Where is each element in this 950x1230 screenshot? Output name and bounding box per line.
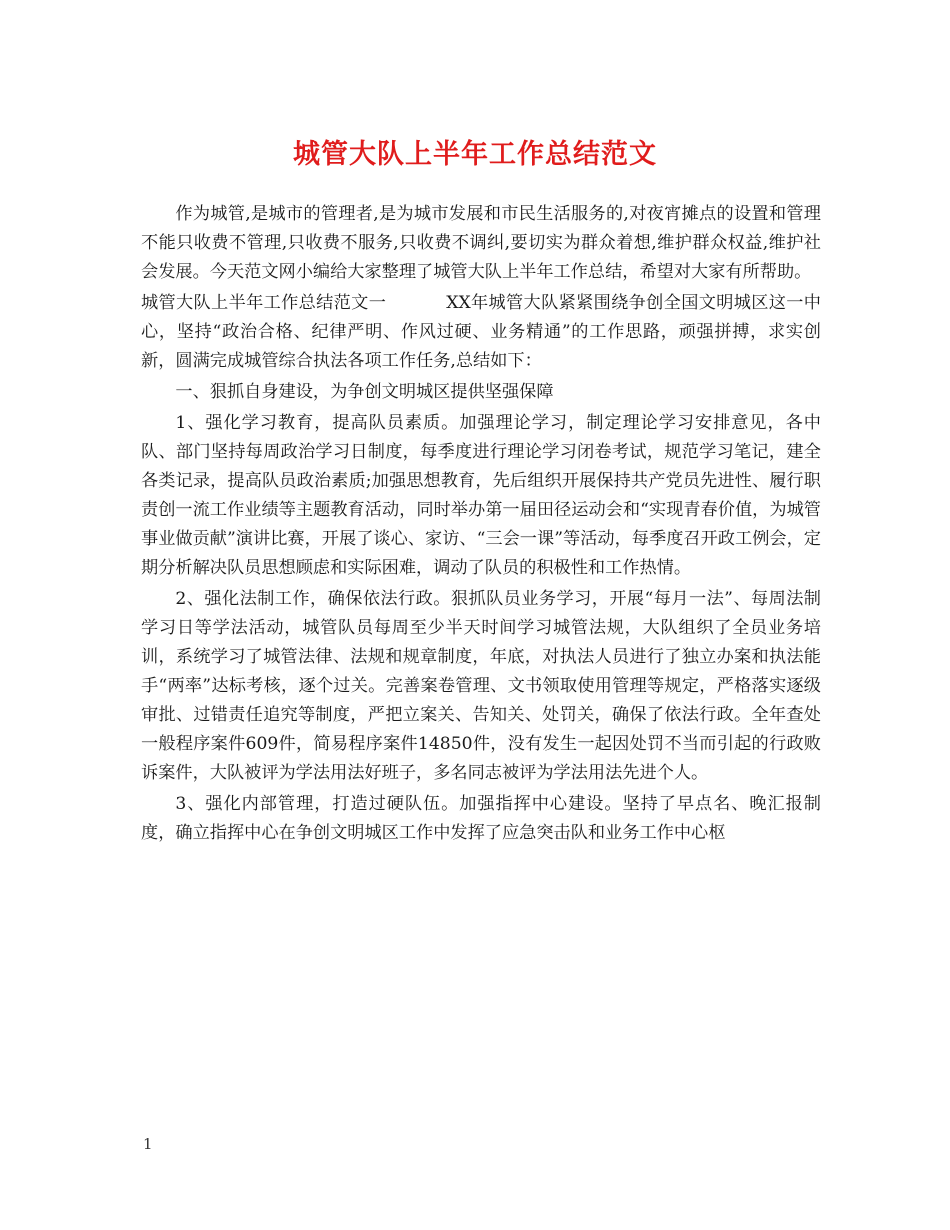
section-paragraph [141, 289, 821, 376]
page-number: 1 [143, 1135, 153, 1153]
body-paragraph-1: 1、强化学习教育，提高队员素质。加强理论学习，制定理论学习安排意见，各中队、部门坚持每周政治学习日制度，每季度进行理论学习闭卷考试，规范学习笔记，建全各类记录，提高队员政治素质;加强思想教育，先后组织开展保持共产党员先进性、履行职责创一流工作业绩等主题教育活动，同时举办第一届田径运动会和“实现青春价值，为城管事业做贡献”演讲比赛，开展了谈心、家访、“三会一课”等活动，每季度召开政工例会，定期分析解决队员思想顾虑和实际困难，调动了队员的积极性和工作热情。 [141, 413, 821, 578]
section-label: 城管大队上半年工作总结范文一 [141, 293, 387, 313]
section-text: XX年城管大队紧紧围绕争创全国文明城区这一中心，坚持“政治合格、纪律严明、作风过硬、业务精通”的工作思路，顽强拼搏，求实创新，圆满完成城管综合执法各项工作任务,总结如下： [141, 293, 821, 371]
document-body [141, 200, 821, 850]
heading-paragraph: 一、狠抓自身建设，为争创文明城区提供坚强保障 [175, 382, 554, 402]
document-title: 城管大队上半年工作总结范文 [293, 139, 657, 170]
intro-paragraph: 作为城管,是城市的管理者,是为城市发展和市民生活服务的,对夜宵摊点的设置和管理不能只收费不管理,只收费不服务,只收费不调纠,要切实为群众着想,维护群众权益,维护社会发展。今天范文网小编给大家整理了城管大队上半年工作总结，希望对大家有所帮助。 [141, 204, 821, 282]
body-paragraph-2: 2、强化法制工作，确保依法行政。狠抓队员业务学习，开展“每月一法”、每周法制学习日等学法活动，城管队员每周至少半天时间学习城管法规，大队组织了全员业务培训，系统学习了城管法律、法规和规章制度，年底，对执法人员进行了独立办案和执法能手“两率”达标考核，逐个过关。完善案卷管理、文书领取使用管理等规定，严格落实逐级审批、过错责任追究等制度，严把立案关、告知关、处罚关，确保了依法行政。全年查处一般程序案件609件，简易程序案件14850件，没有发生一起因处罚不当而引起的行政败诉案件，大队被评为学法用法好班子，多名同志被评为学法用法先进个人。 [141, 589, 821, 783]
body-paragraph-3: 3、强化内部管理，打造过硬队伍。加强指挥中心建设。坚持了早点名、晚汇报制度，确立指挥中心在争创文明城区工作中发挥了应急突击队和业务工作中心枢 [141, 794, 821, 843]
